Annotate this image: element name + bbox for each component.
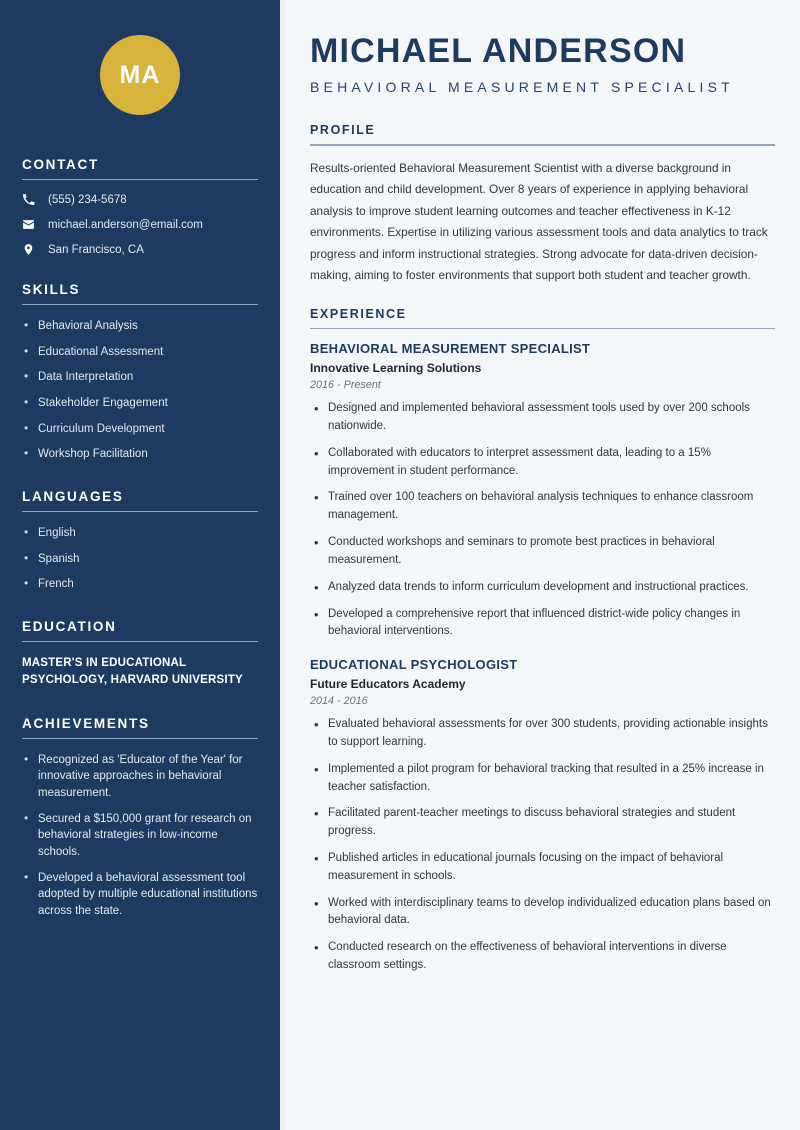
contact-row-location[interactable] [22, 243, 258, 256]
education-section [22, 619, 258, 690]
achievements-section [22, 716, 258, 920]
profile-heading: PROFILE [310, 123, 376, 138]
phone-value: (555) 234-5678 [48, 193, 127, 206]
list-item: • Behavioral Analysis [22, 318, 258, 335]
experience-dates: 2014 - 2016 [310, 695, 368, 708]
sidebar [0, 0, 280, 1130]
education-degree: MASTER'S IN EDUCATIONAL PSYCHOLOGY, HARVARD UNIVERSITY [22, 657, 243, 687]
list-item: • Published articles in educational journals focusing on the impact of behavioral measurement in schools. [310, 850, 775, 886]
experience-divider [310, 328, 775, 330]
list-item: • Implemented a pilot program for behavioral tracking that resulted in a 25% increase in teacher satisfaction. [310, 761, 775, 797]
list-item: • Conducted workshops and seminars to promote best practices in behavioral measurement. [310, 534, 775, 570]
languages-heading: LANGUAGES [22, 489, 124, 505]
achievements-heading: ACHIEVEMENTS [22, 715, 150, 731]
list-item: • English [22, 525, 258, 542]
list-item: • Spanish [22, 551, 258, 568]
experience-dates: 2016 - Present [310, 379, 381, 392]
list-item: • Data Interpretation [22, 369, 258, 386]
location-pin-icon [22, 243, 42, 256]
contact-section [22, 157, 258, 256]
list-item: • Stakeholder Engagement [22, 395, 258, 412]
list-item: • Trained over 100 teachers on behavioral analysis techniques to enhance classroom management. [310, 489, 775, 525]
list-item: • Collaborated with educators to interpret assessment data, leading to a 15% improvement in student performance. [310, 445, 775, 481]
profile-divider [310, 144, 775, 146]
list-item: • Educational Assessment [22, 344, 258, 361]
list-item: • Worked with interdisciplinary teams to develop individualized education plans based on behavioral data. [310, 895, 775, 931]
list-item: • Developed a behavioral assessment tool adopted by multiple educational institutions across the state. [22, 870, 258, 920]
experience-job-title: BEHAVIORAL MEASUREMENT SPECIALIST [310, 341, 591, 357]
skills-heading: SKILLS [22, 282, 81, 297]
experience-bullets [310, 400, 775, 641]
professional-subtitle: BEHAVIORAL MEASUREMENT SPECIALIST [310, 79, 734, 96]
page-title: MICHAEL ANDERSON [310, 32, 687, 70]
experience-section [310, 307, 775, 975]
avatar-container [22, 0, 258, 157]
experience-bullets [310, 716, 775, 975]
contact-divider [22, 179, 258, 180]
email-value: michael.anderson@email.com [48, 218, 203, 231]
experience-entry [310, 657, 775, 975]
languages-section [22, 489, 258, 593]
profile-text: Results-oriented Behavioral Measurement Scientist with a diverse background in education and child development. Over 8 years of experience in applying behavioral analysis to improve student learning outcomes and teacher effectiveness in K-12 environments. Expertise in utilizing various assessment tools and data analytics to track progress and inform instructional strategies. Strong advocate for data-driven decision-making, aiming to foster environments that support both student and teacher growth. [310, 160, 768, 283]
list-item: • French [22, 576, 258, 593]
languages-divider [22, 511, 258, 512]
list-item: • Secured a $150,000 grant for research on behavioral strategies in low-income schools. [22, 811, 258, 861]
education-divider [22, 641, 258, 642]
list-item: • Conducted research on the effectiveness of behavioral interventions in diverse classroom settings. [310, 939, 775, 975]
skills-divider [22, 304, 258, 305]
phone-icon [22, 193, 42, 206]
list-item: • Workshop Facilitation [22, 446, 258, 463]
list-item: • Designed and implemented behavioral assessment tools used by over 200 schools nationwide. [310, 400, 775, 436]
list-item: • Curriculum Development [22, 421, 258, 438]
experience-entry [310, 341, 775, 641]
skills-section [22, 282, 258, 463]
skills-list [22, 318, 258, 463]
education-heading: EDUCATION [22, 619, 117, 635]
experience-heading: EXPERIENCE [310, 306, 407, 321]
contact-heading: CONTACT [22, 157, 99, 172]
experience-company: Future Educators Academy [310, 677, 466, 692]
languages-list [22, 525, 258, 593]
experience-company: Innovative Learning Solutions [310, 361, 482, 376]
list-item: • Analyzed data trends to inform curriculum development and instructional practices. [310, 579, 775, 597]
avatar: MA [100, 35, 180, 115]
achievements-list [22, 752, 258, 920]
main-content [285, 0, 800, 1130]
contact-row-phone[interactable] [22, 193, 258, 206]
experience-job-title: EDUCATIONAL PSYCHOLOGIST [310, 657, 518, 673]
email-icon [22, 218, 42, 231]
list-item: • Developed a comprehensive report that influenced district-wide policy changes in behavioral interventions. [310, 606, 775, 642]
contact-row-email[interactable] [22, 218, 258, 231]
location-value: San Francisco, CA [48, 243, 144, 256]
list-item: • Recognized as 'Educator of the Year' for innovative approaches in behavioral measurement. [22, 752, 258, 802]
list-item: • Evaluated behavioral assessments for over 300 students, providing actionable insights to support learning. [310, 716, 775, 752]
profile-section [310, 123, 775, 286]
list-item: • Facilitated parent-teacher meetings to discuss behavioral strategies and student progress. [310, 805, 775, 841]
achievements-divider [22, 738, 258, 739]
